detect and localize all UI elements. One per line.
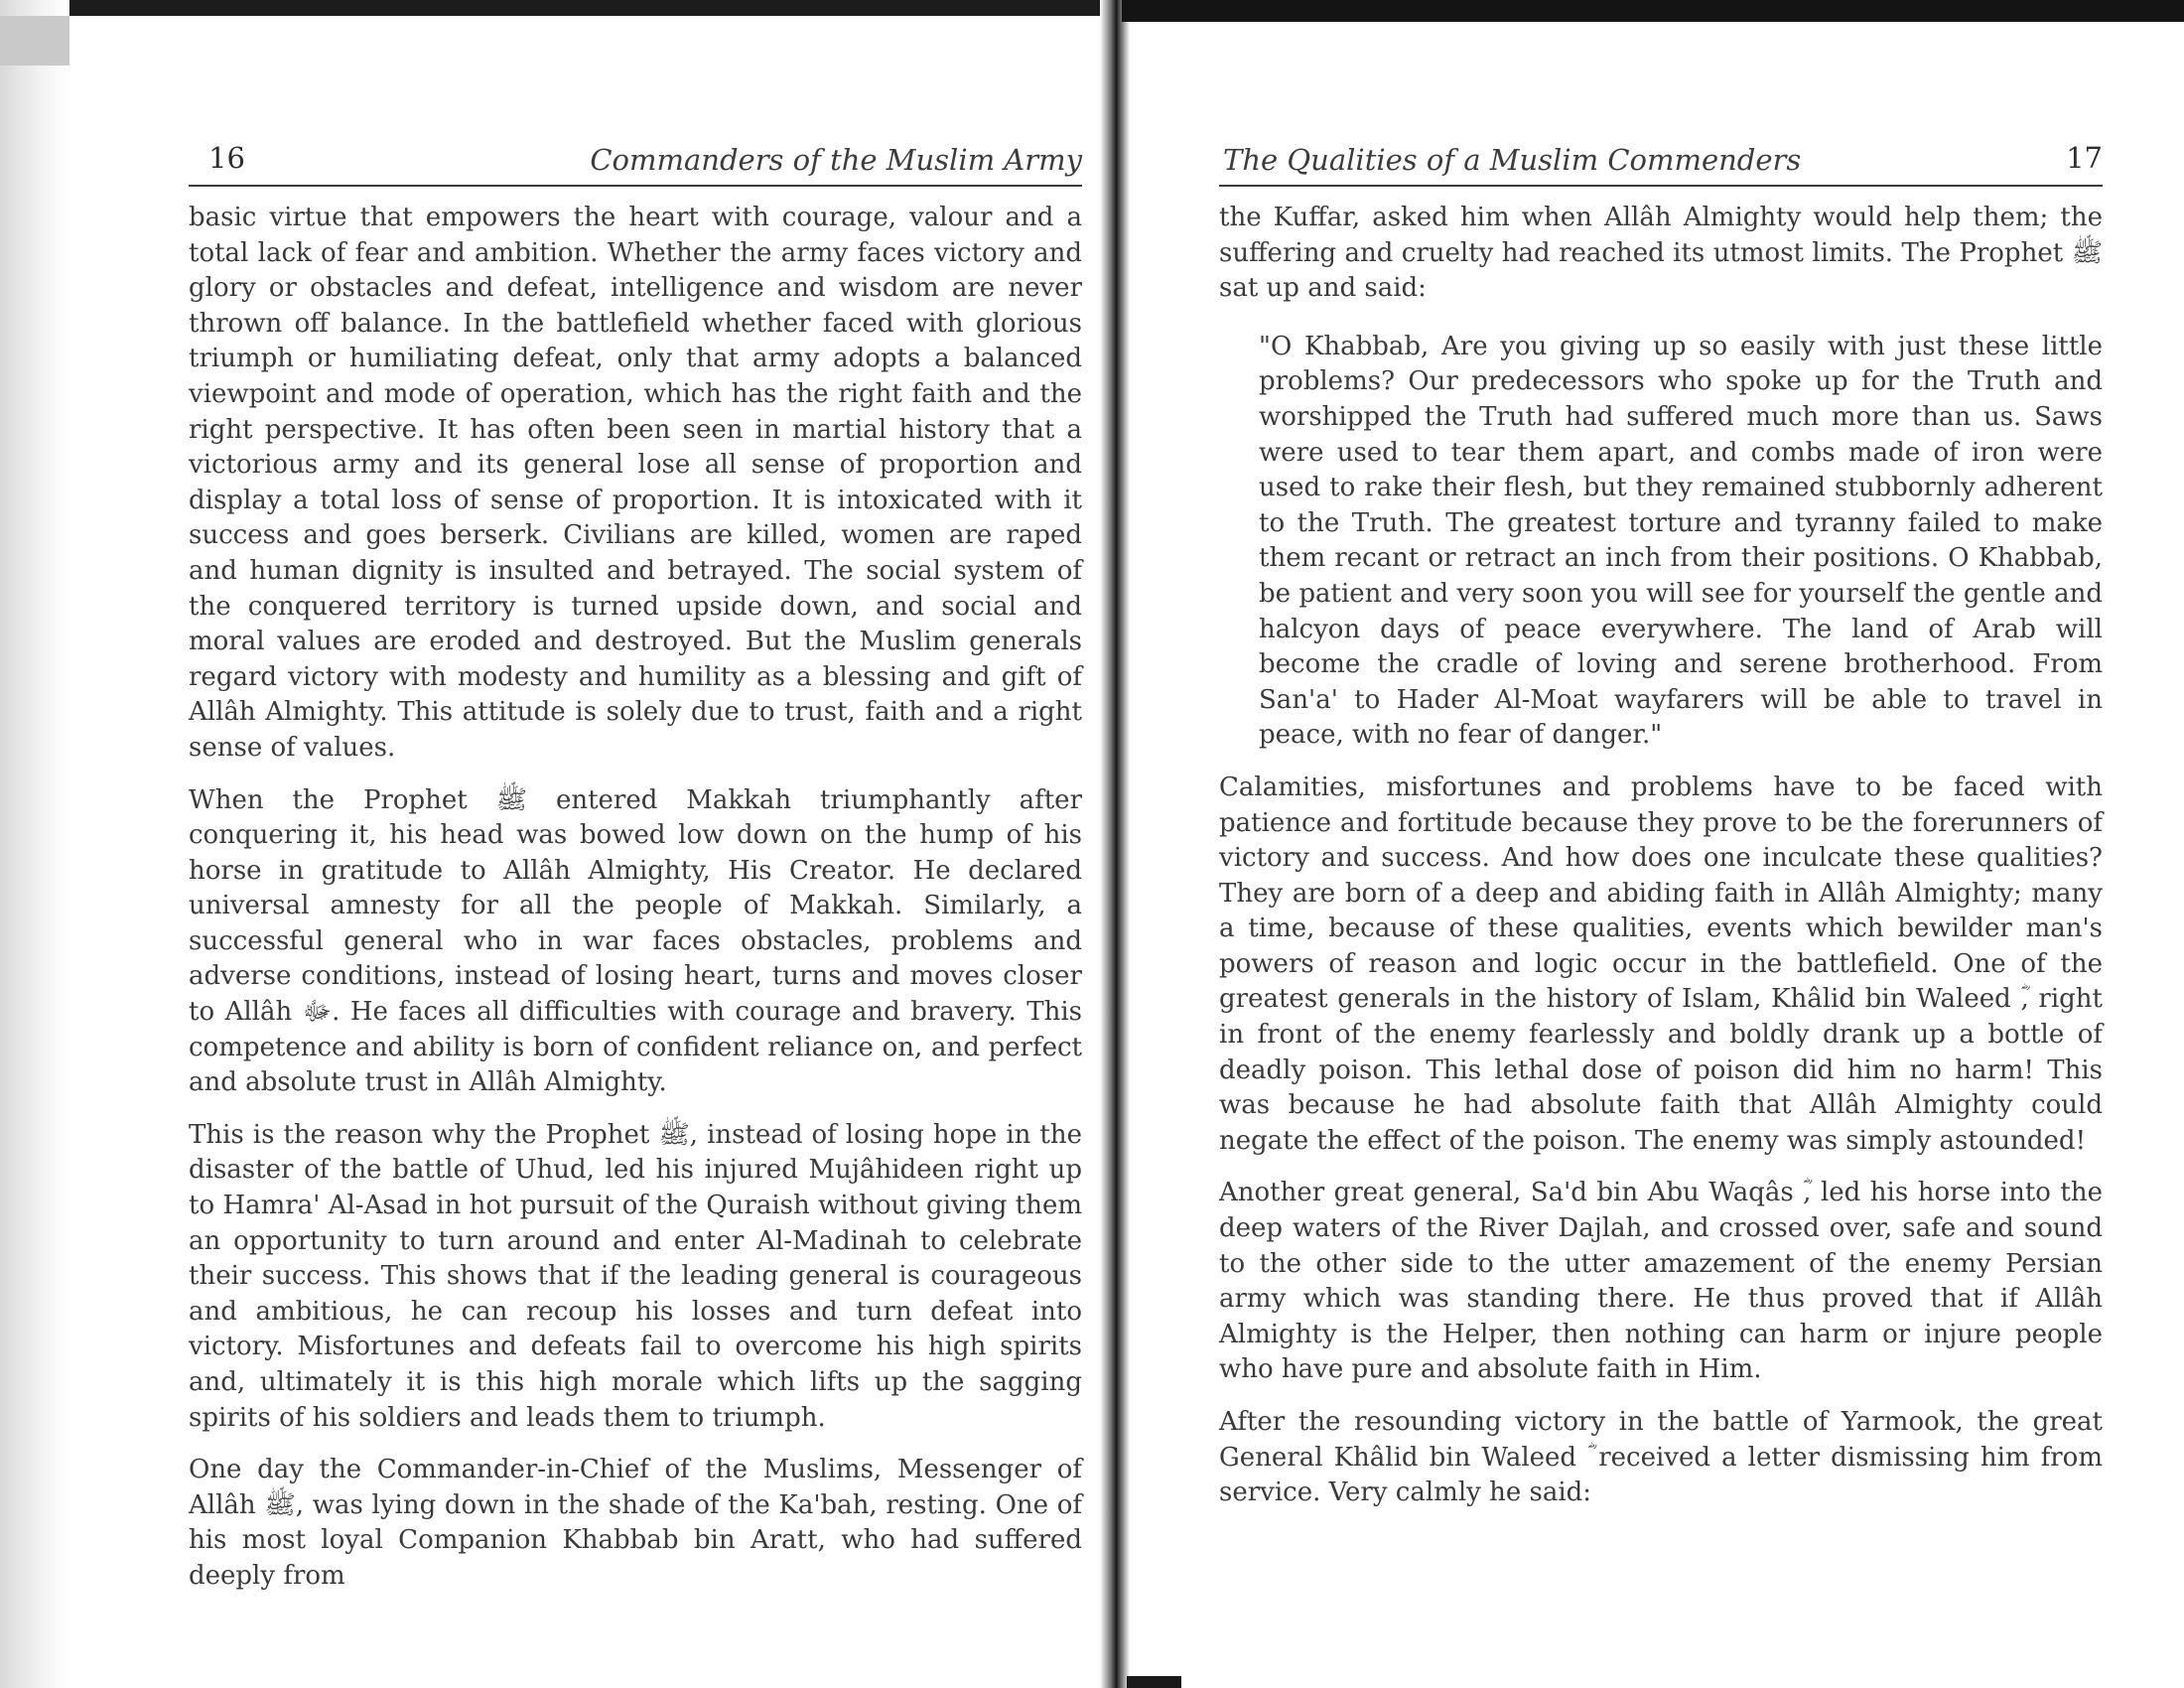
book-bottom-edge	[1127, 1676, 1181, 1688]
right-page-number: 17	[2066, 141, 2103, 175]
left-running-title: Commanders of the Muslim Army	[590, 143, 1082, 177]
left-page	[189, 0, 1082, 1688]
book-left-edge	[0, 0, 69, 1688]
body-paragraph: When the Prophet ﷺ entered Makkah triumphantly after conquering it, his head was bowed low down on the hump of his horse in gratitude to Allâh Almighty, His Creator. He declared universal amnesty for all the people of Makkah. Similarly, a successful general who in war faces obstacles, problems and adverse conditions, instead of losing heart, turns and moves closer to Allâh ﷻ. He faces all difficulties with courage and bravery. This competence and ability is born of confident reliance on, and perfect and absolute trust in Allâh Almighty.	[189, 784, 1082, 1098]
book-spine	[1100, 0, 1130, 1688]
body-paragraph: This is the reason why the Prophet ﷺ, instead of losing hope in the disaster of the battle of Uhud, led his injured Mujâhideen right up to Hamra' Al-Asad in hot pursuit of the Quraish without giving them an opportunity to turn around and enter Al-Madinah to celebrate their success. This shows that if the leading general is courageous and ambitious, he can recoup his losses and turn defeat into victory. Misfortunes and defeats fail to overcome his high spirits and, ultimately it is this high morale which lifts up the sagging spirits of his soldiers and leads them to triumph.	[189, 1119, 1082, 1433]
left-page-body	[189, 201, 1082, 1612]
left-page-number: 16	[208, 141, 245, 175]
book-left-corner	[0, 16, 69, 66]
right-page	[1219, 0, 2103, 1688]
right-page-header	[1219, 133, 2103, 187]
right-running-title: The Qualities of a Muslim Commenders	[1223, 143, 1802, 177]
block-quote	[1219, 324, 2103, 754]
body-paragraph: the Kuffar, asked him when Allâh Almighty would help them; the suffering and cruelty had reached its utmost limits. The Prophet ﷺ sat up and said:	[1219, 203, 2103, 304]
body-paragraph: Calamities, misfortunes and problems have to be faced with patience and fortitude because they prove to be the forerunners of victory and success. And how does one inculcate these qualities? They are born of a deep and abiding faith in Allâh Almighty; many a time, because of these qualities, events which bewilder man's powers of reason and logic occur in the battlefield. One of the greatest generals in the history of Islam, Khâlid bin Waleed ؓ, right in front of the enemy fearlessly and boldly drank up a bottle of deadly poison. This lethal dose of poison did him no harm! This was because he had absolute faith that Allâh Almighty could negate the effect of the poison. The enemy was simply astounded!	[1219, 772, 2103, 1156]
body-paragraph: One day the Commander-in-Chief of the Muslims, Messenger of Allâh ﷺ, was lying down in the shade of the Ka'bah, resting. One of his most loyal Companion Khabbab bin Aratt, who had suffered deeply from	[189, 1455, 1082, 1591]
quote-text: "O Khabbab, Are you giving up so easily with just these little problems? Our predecessors who spoke up for the Truth and worshipped the Truth had suffered much more than us. Saws were used to tear them apart, and combs made of iron were used to rake their flesh, but they remained stubbornly adherent to the Truth. The greatest torture and tyranny failed to make them recant or retract an inch from their positions. O Khabbab, be patient and very soon you will see for yourself the gentle and halcyon days of peace everywhere. The land of Arab will become the cradle of loving and serene brotherhood. From San'a' to Hader Al-Moat wayfarers will be able to travel in peace, with no fear of danger."	[1259, 331, 2103, 751]
body-paragraph: After the resounding victory in the battle of Yarmook, the great General Khâlid bin Waleed ؓ received a letter dismissing him from service. Very calmly he said:	[1219, 1407, 2103, 1508]
right-page-body	[1219, 201, 2103, 1528]
body-paragraph: Another great general, Sa'd bin Abu Waqâs ؓ, led his horse into the deep waters of the River Dajlah, and crossed over, safe and sound to the other side to the utter amazement of the enemy Persian army which was standing there. He thus proved that if Allâh Almighty is the Helper, then nothing can harm or injure people who have pure and absolute faith in Him.	[1219, 1178, 2103, 1385]
left-page-header	[189, 133, 1082, 187]
body-paragraph: basic virtue that empowers the heart with courage, valour and a total lack of fear and ambition. Whether the army faces victory and glory or obstacles and defeat, intelligence and wisdom are never thrown off balance. In the battlefield whether faced with glorious triumph or humiliating defeat, only that army adopts a balanced viewpoint and mode of operation, which has the right faith and the right perspective. It has often been seen in martial history that a victorious army and its general lose all sense of proportion and display a total loss of sense of proportion. It is intoxicated with it success and goes berserk. Civilians are killed, women are raped and human dignity is insulted and betrayed. The social system of the conquered territory is turned upside down, and social and moral values are eroded and destroyed. But the Muslim generals regard victory with modesty and humility as a blessing and gift of Allâh Almighty. This attitude is solely due to trust, faith and a right sense of values.	[189, 203, 1082, 763]
